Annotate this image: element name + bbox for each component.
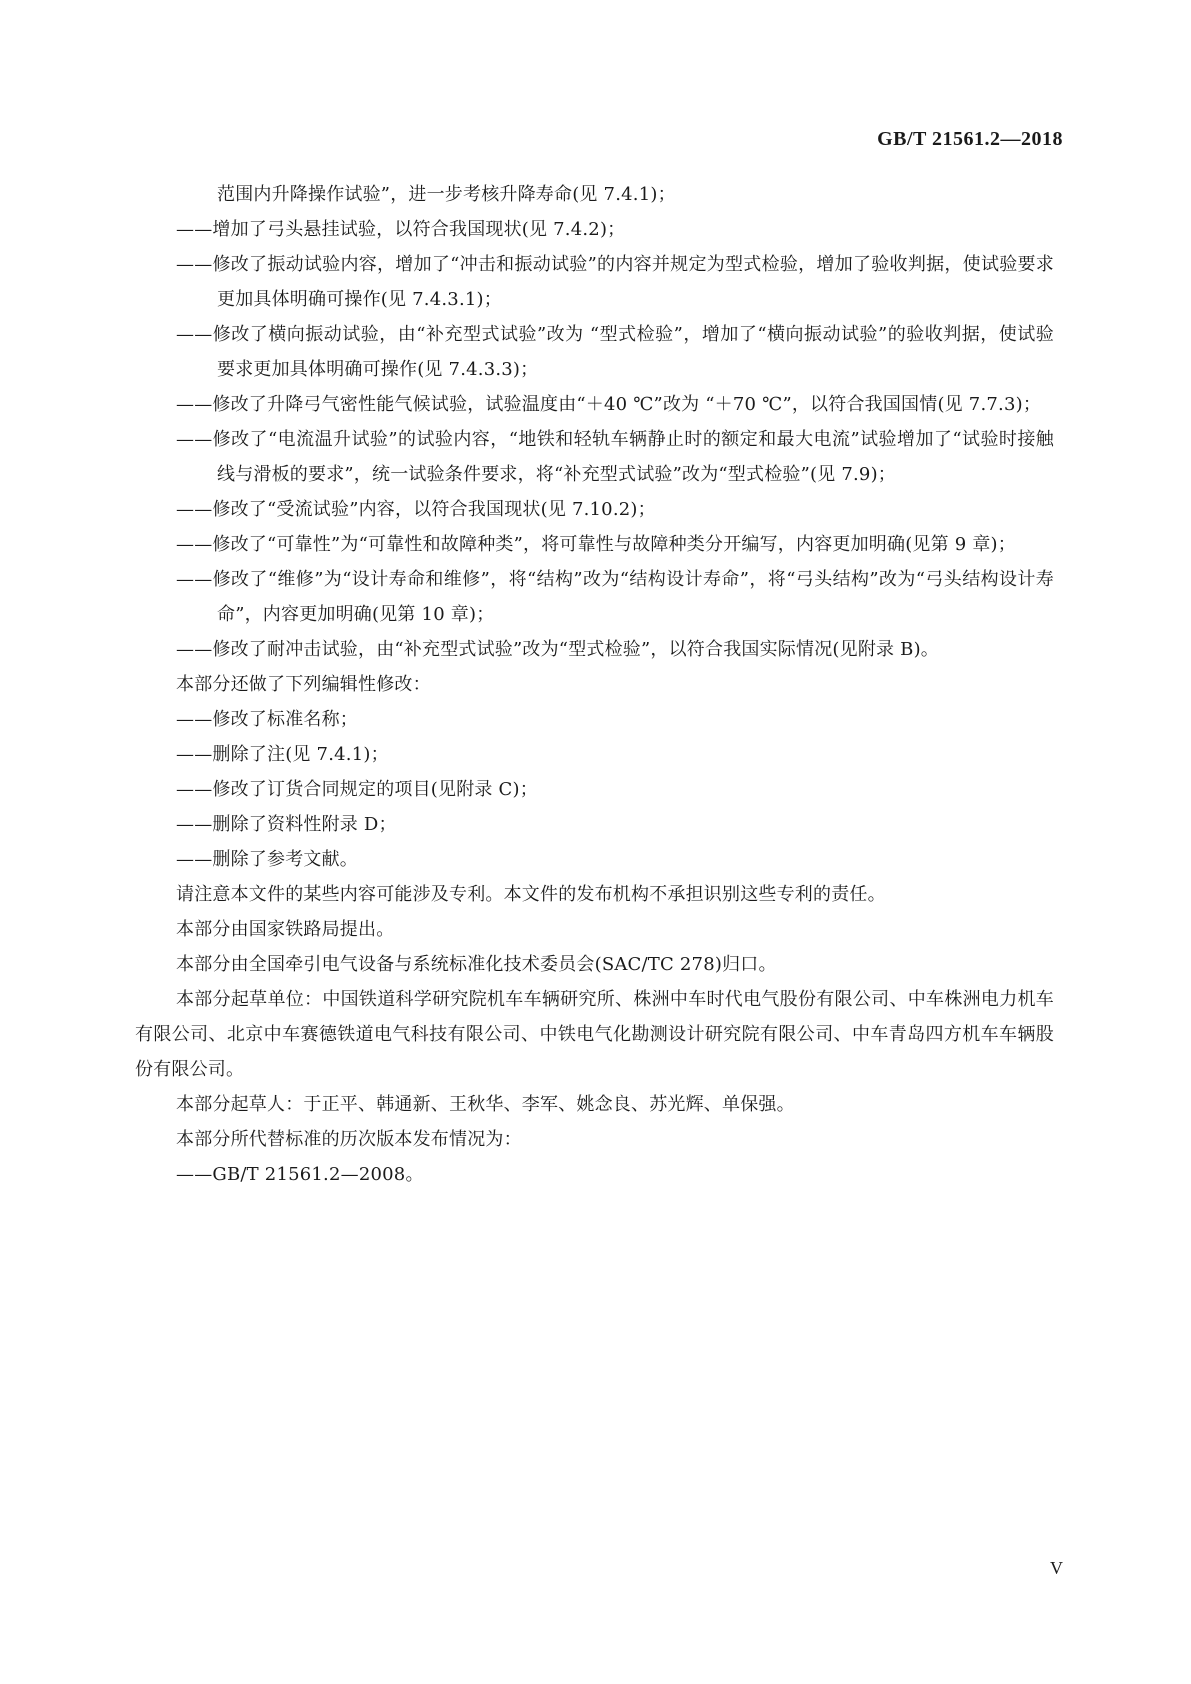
editorial-item-3: ——修改了订货合同规定的项目(见附录 C)；	[176, 779, 538, 800]
change-item-1: ——增加了弓头悬挂试验，以符合我国现状(见 7.4.2)；	[176, 219, 626, 240]
page-number: V	[1050, 1558, 1063, 1578]
editorial-item-1: ——修改了标准名称；	[176, 709, 358, 730]
change-item-4: ——修改了升降弓气密性能气候试验，试验温度由“＋40 ℃”改为 “＋70 ℃”，以符合我国国情(见 7.7.3)；	[176, 394, 1042, 415]
continuation-line: 范围内升降操作试验”，进一步考核升降寿命(见 7.4.1)；	[217, 184, 676, 205]
history-item-1: ——GB/T 21561.2—2008。	[176, 1164, 424, 1185]
change-item-2: ——修改了振动试验内容，增加了“冲击和振动试验”的内容并规定为型式检验，增加了验收判据，使试验要求更加具体明确可操作(见 7.4.3.1)；	[176, 254, 1054, 310]
change-item-3: ——修改了横向振动试验，由“补充型式试验”改为 “型式检验”，增加了“横向振动试验”的验收判据，使试验要求更加具体明确可操作(见 7.4.3.3)；	[176, 324, 1054, 380]
drafters: 本部分起草人：于正平、韩通新、王秋华、李军、姚念良、苏光辉、单保强。	[176, 1094, 795, 1115]
patent-notice: 请注意本文件的某些内容可能涉及专利。本文件的发布机构不承担识别这些专利的责任。	[176, 884, 886, 905]
change-item-6: ——修改了“受流试验”内容，以符合我国现状(见 7.10.2)；	[176, 499, 656, 520]
change-item-7: ——修改了“可靠性”为“可靠性和故障种类”，将可靠性与故障种类分开编写，内容更加明确(见第 9 章)；	[176, 534, 1016, 555]
proposed-by: 本部分由国家铁路局提出。	[176, 919, 395, 940]
standard-code: GB/T 21561.2—2018	[877, 128, 1063, 150]
editorial-item-4: ——删除了资料性附录 D；	[176, 814, 397, 835]
history-intro: 本部分所代替标准的历次版本发布情况为：	[176, 1129, 522, 1150]
drafting-units: 本部分起草单位：中国铁道科学研究院机车车辆研究所、株洲中车时代电气股份有限公司、中车株洲电力机车有限公司、北京中车赛德铁道电气科技有限公司、中铁电气化勘测设计研究院有限公司、中车青岛四方机车车辆股份有限公司。	[135, 989, 1054, 1080]
editorial-intro: 本部分还做了下列编辑性修改：	[176, 674, 431, 695]
document-body	[135, 177, 1054, 1192]
change-item-5: ——修改了“电流温升试验”的试验内容，“地铁和轻轨车辆静止时的额定和最大电流”试验增加了“试验时接触线与滑板的要求”，统一试验条件要求，将“补充型式试验”改为“型式检验”(见 7.9)；	[176, 429, 1054, 485]
change-item-9: ——修改了耐冲击试验，由“补充型式试验”改为“型式检验”，以符合我国实际情况(见附录 B)。	[176, 639, 939, 660]
editorial-item-2: ——删除了注(见 7.4.1)；	[176, 744, 389, 765]
editorial-item-5: ——删除了参考文献。	[176, 849, 358, 870]
change-item-8: ——修改了“维修”为“设计寿命和维修”，将“结构”改为“结构设计寿命”，将“弓头结构”改为“弓头结构设计寿命”，内容更加明确(见第 10 章)；	[176, 569, 1054, 625]
centralized-by: 本部分由全国牵引电气设备与系统标准化技术委员会(SAC/TC 278)归口。	[176, 954, 777, 975]
